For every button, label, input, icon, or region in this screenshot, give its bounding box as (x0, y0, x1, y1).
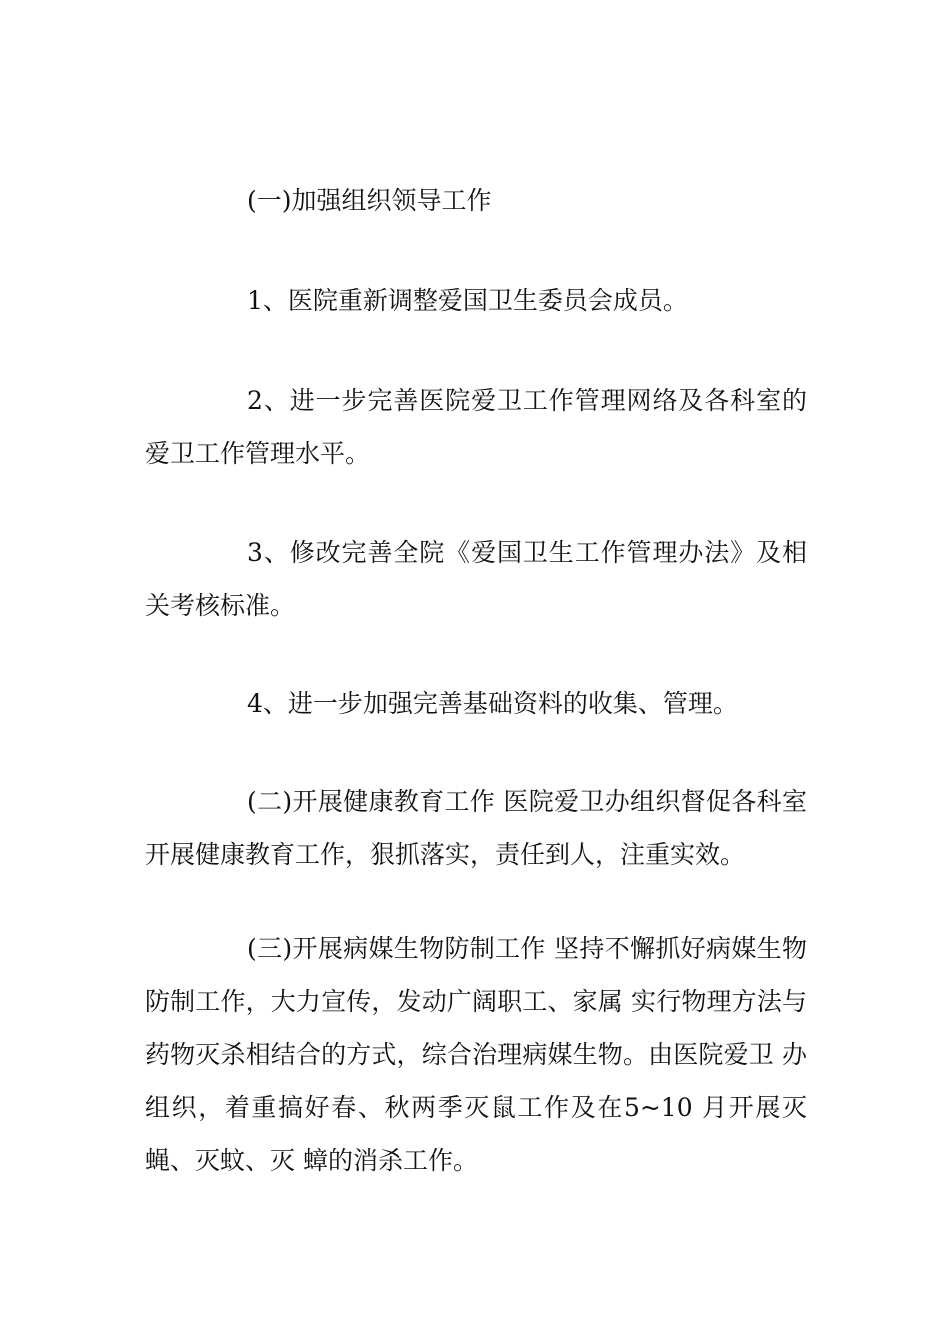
list-item-4: 4、进一步加强完善基础资料的收集、管理。 (247, 689, 738, 718)
list-item-1: 1、医院重新调整爱国卫生委员会成员。 (247, 286, 688, 315)
section-heading-organization: (一)加强组织领导工作 (247, 186, 492, 215)
section-health-education: (二)开展健康教育工作 医院爱卫办组织督促各科室开展健康教育工作，狠抓落实，责任到人，注重实效。 (145, 787, 807, 869)
section-vector-control: (三)开展病媒生物防制工作 坚持不懈抓好病媒生物防制工作，大力宣传，发动广阔职工、家属 实行物理方法与药物灭杀相结合的方式，综合治理病媒生物。由医院爱卫 办组织，着重搞好春、秋两季灭鼠工作及在5~10 月开展灭蝇、灭蚊、灭 蟑的消杀工作。 (145, 934, 807, 1175)
list-item-2: 2、进一步完善医院爱卫工作管理网络及各科室的爱卫工作管理水平。 (145, 386, 807, 468)
list-item-3: 3、修改完善全院《爱国卫生工作管理办法》及相关考核标准。 (145, 538, 807, 620)
